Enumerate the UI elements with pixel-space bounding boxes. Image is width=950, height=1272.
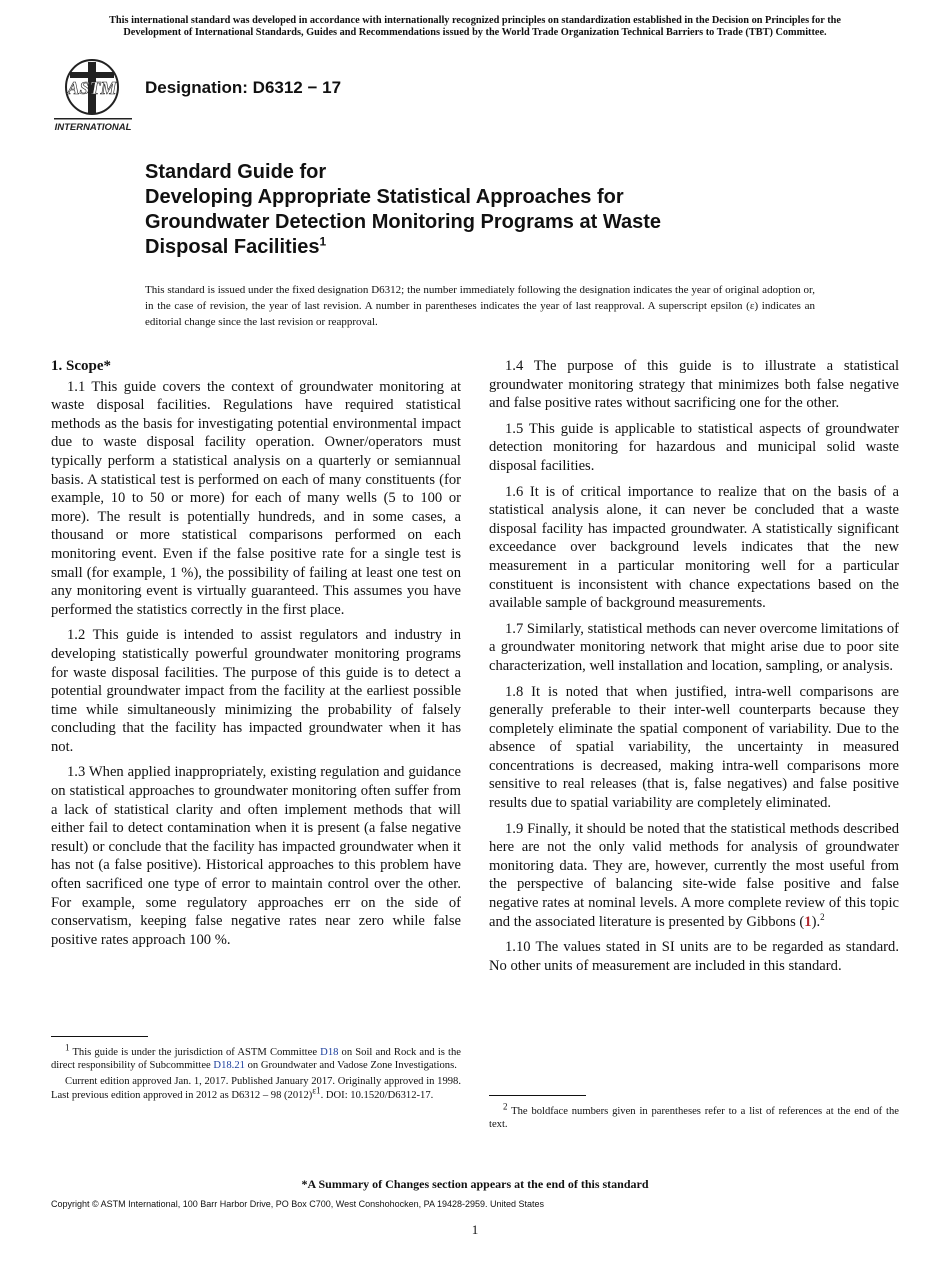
footnote-2-ref: 2 <box>820 911 825 922</box>
paragraph-1-8: 1.8 It is noted that when justified, intra-well comparisons are generally preferable to their inter-well counterparts because they completely eliminate the spatial component of variability. Due to the absence of spatial variability, the uncertainty in measured concentrations is decreased, making intra-well comparisons more sensitive to real releases (that is, false negatives) and false positive results due to spatial variability are completely eliminated. <box>489 683 899 812</box>
paragraph-1-7: 1.7 Similarly, statistical methods can never overcome limitations of a groundwater monitoring network that might arise due to poor site characterization, well installation and location, sampling, or analysis. <box>489 620 899 674</box>
reference-1-link[interactable]: 1 <box>804 913 812 930</box>
paragraph-1-1: 1.1 This guide covers the context of groundwater monitoring at waste disposal facilities. Regulations have required statistical methods as the basis for investigating potential environmental impact due to waste disposal facility operation. Owner/operators must typically perform a statistical analysis on a quarterly or semiannual basis. A statistical test is performed on each of many constituents (for example, 10 to 50 or more) for each of many wells (5 to 100 or more). The result is potentially hundreds, and in some cases, a thousand or more statistical comparisons performed on each monitoring event. Even if the false positive rate for a single test is small (for example, 1 %), the possibility of failing at least one test on any monitoring event is virtually guaranteed. This assumes you have performed the statistics correctly in the first place. <box>51 378 461 618</box>
paragraph-1-9: 1.9 Finally, it should be noted that the statistical methods described here are not the only valid methods for analysis of groundwater monitoring data. They are, however, currently the most useful from the perspective of balancing site-wide false positive and false negative rates at nominal levels. A more complete review of this topic and the associated literature is presented by Gibbons (1).$^2$ <box>489 820 899 930</box>
page-number: 1 <box>471 1222 479 1237</box>
title-line-1: Standard Guide for <box>145 161 327 183</box>
paragraph-1-6: 1.6 It is of critical importance to realize that on the basis of a statistical analysis alone, it can never be concluded that a waste disposal facility has impacted groundwater. A statistically significant exceedance over background levels indicates that the new measurement in a particular monitoring well for a particular constituent is inconsistent with chance expectations based on the available sample of background measurements. <box>489 483 899 612</box>
paragraph-1-4: 1.4 The purpose of this guide is to illustrate a statistical groundwater monitoring strategy that minimizes both false negative and false positive rates without sacrificing one for the other. <box>489 358 899 412</box>
right-column <box>489 357 899 982</box>
scope-heading: 1. Scope* <box>51 358 111 374</box>
standard-notice <box>40 15 910 39</box>
notice-line-2: Development of International Standards, Guides and Recommendations issued by the World Trade Organization Technical Barriers to Trade (TBT) Committee. <box>123 27 827 38</box>
edition-note: Current edition approved Jan. 1, 2017. Published January 2017. Originally approved in 1998. Last previous edition approved in 2012 as D6312 – 98 $(2012)^{\varepsilon 1}$. DOI: 10.1520/D6312-17. <box>51 1076 461 1101</box>
title-footnote-mark: 1 <box>319 234 327 249</box>
logo-international-text: INTERNATIONAL <box>54 122 132 133</box>
notice-line-1: This international standard was developed in accordance with internationally recognized principles on standardization established in the Decision on Principles for the <box>109 15 841 26</box>
paragraph-1-3: 1.3 When applied inappropriately, existing regulation and guidance on statistical approaches to groundwater monitoring often suffer from a lack of statistical clarity and often implement methods that will either fail to detect contamination when it is present (a false negative result) or conclude that the facility has impacted groundwater when it has not (a false positive). Historical approaches to this problem have often sacrificed one type of error to maintain control over the other. For example, some regulatory approaches err on the side of conservatism, keeping false negative rates near zero while false positive rates approach 100 %. <box>51 764 461 948</box>
title-line-4: Disposal Facilities <box>145 236 320 258</box>
footnote-2-mark: 2 <box>503 1101 508 1112</box>
logo-mark-text: ASTM <box>67 78 117 98</box>
footnote-1: $^1$ This guide is under the jurisdiction of ASTM Committee D18 on Soil and Rock and is the direct responsibility of Subcommittee D18.21 on Groundwater and Vadose Zone Investigations. Current edition approved Jan. 1, 2017. Published January 2017. Originally approved in 1998. Last previous edition approved in 2012 as D6312 – 98 $(2012)^{\varepsilon 1}$. DOI: 10.1520/D6312-17. <box>51 1042 461 1101</box>
designation: Designation: D6312 − 17 <box>145 78 342 97</box>
subcommittee-d18-21-link[interactable]: D18.21 <box>213 1060 245 1072</box>
footnote-1-mark: 1 <box>65 1042 70 1053</box>
paragraph-1-5: 1.5 This guide is applicable to statistical aspects of groundwater detection monitoring for hazardous and municipal solid waste disposal facilities. <box>489 420 899 474</box>
footnote-divider-left <box>51 1036 148 1037</box>
footnote-2: $^2$ The boldface numbers given in parentheses refer to a list of references at the end of the text. <box>489 1101 899 1131</box>
committee-d18-link[interactable]: D18 <box>320 1047 339 1058</box>
title-line-3: Groundwater Detection Monitoring Programs at Waste <box>145 211 661 233</box>
astm-logo <box>52 54 134 134</box>
paragraph-1-10: 1.10 The values stated in SI units are to be regarded as standard. No other units of measurement are included in this standard. <box>489 939 899 974</box>
copyright: Copyright © ASTM International, 100 Barr Harbor Drive, PO Box C700, West Conshohocken, PA 19428-2959. United States <box>51 1199 545 1209</box>
footnote-divider-right <box>489 1095 586 1096</box>
document-title <box>145 160 845 260</box>
summary-of-changes-note: *A Summary of Changes section appears at the end of this standard <box>301 1177 649 1191</box>
issued-statement: This standard is issued under the fixed designation D6312; the number immediately following the designation indicates the year of original adoption or, in the case of revision, the year of last revision. A number in parentheses indicates the year of last reapproval. A superscript epsilon (ε) indicates an editorial change since the last revision or reapproval. <box>145 284 815 328</box>
left-column <box>51 357 461 956</box>
title-line-2: Developing Appropriate Statistical Approaches for <box>145 186 624 208</box>
paragraph-1-2: 1.2 This guide is intended to assist regulators and industry in developing statistically powerful groundwater monitoring programs for waste disposal facilities. The purpose of this guide is to detect a potential groundwater impact from the facility at the earliest possible time while simultaneously minimizing the probability of falsely concluding that the facility has impacted groundwater when it has not. <box>51 627 461 755</box>
